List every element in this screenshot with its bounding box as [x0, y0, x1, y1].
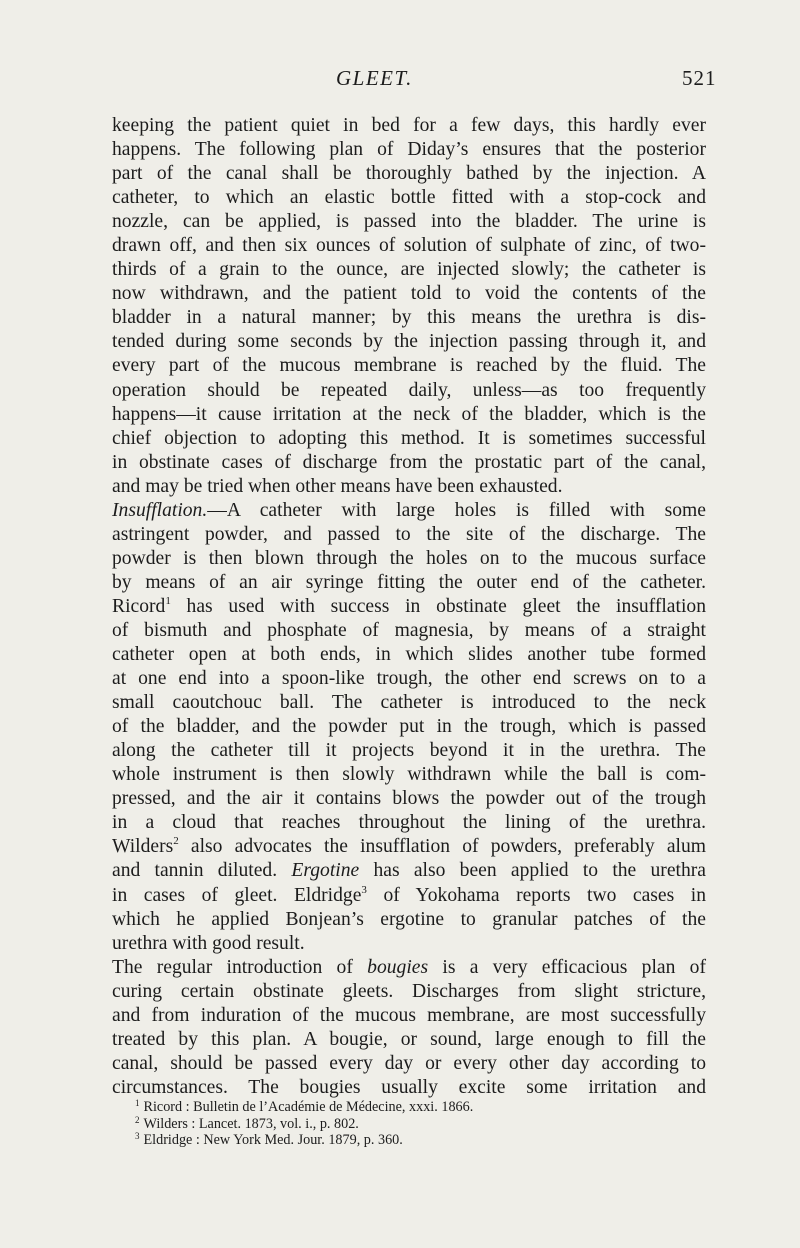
text-line: tended during some seconds by the injection passing through it, and	[112, 331, 706, 353]
text-line: small caoutchouc ball. The catheter is introduced to the neck	[112, 692, 706, 714]
text-line: now withdrawn, and the patient told to void the contents of the	[112, 283, 706, 305]
text-line: which he applied Bonjean’s ergotine to granular patches of the	[112, 908, 706, 930]
body-text	[112, 114, 706, 1100]
footnote	[135, 1099, 695, 1116]
text-line: drawn off, and then six ounces of solution of sulphate of zinc, of two-	[112, 235, 706, 257]
footnotes	[135, 1099, 695, 1149]
text-fragment: —A catheter with large holes is filled with some	[207, 499, 706, 521]
footnote	[135, 1132, 695, 1149]
text-line: pressed, and the air it contains blows the powder out of the trough	[112, 788, 706, 810]
text-line: treated by this plan. A bougie, or sound, large enough to fill the	[112, 1028, 706, 1050]
running-title: GLEET.	[336, 66, 413, 90]
footnote-mark: 1	[135, 1098, 140, 1108]
footnote-ref: 1	[165, 594, 171, 607]
text-line: of bismuth and phosphate of magnesia, by means of a straight	[112, 619, 706, 641]
text-line: by means of an air syringe fitting the outer end of the catheter.	[112, 571, 706, 593]
text-line: astringent powder, and passed to the site of the discharge. The	[112, 523, 706, 545]
italic-term: Ergotine	[291, 860, 360, 882]
italic-term: bougies	[367, 956, 429, 978]
footnote-mark: 3	[135, 1131, 140, 1142]
text-line: catheter open at both ends, in which slides another tube formed	[112, 644, 706, 666]
footnote-ref: 3	[361, 883, 367, 896]
text-line: thirds of a grain to the ounce, are injected slowly; the catheter is	[112, 259, 706, 281]
footnote-text: Ricord : Bulletin de l’Académie de Médecine, xxxi. 1866.	[143, 1099, 474, 1115]
text-fragment: also advocates the insufflation of powders, preferably alum	[178, 836, 706, 858]
text-line: operation should be repeated daily, unless—as too frequently	[112, 379, 706, 401]
text-fragment: Ricord	[112, 595, 166, 617]
text-line: at one end into a spoon-like trough, the other end screws on to a	[112, 668, 706, 690]
footnote-text: Wilders : Lancet. 1873, vol. i., p. 802.	[143, 1115, 359, 1132]
text-line: happens. The following plan of Diday’s ensures that the posterior	[112, 139, 706, 161]
text-line: curing certain obstinate gleets. Discharges from slight stricture,	[112, 980, 706, 1002]
footnote-mark: 2	[135, 1114, 140, 1125]
text-line: nozzle, can be applied, is passed into the bladder. The urine is	[112, 211, 706, 233]
text-line: whole instrument is then slowly withdrawn while the ball is com-	[112, 764, 706, 786]
text-line: circumstances. The bougies usually excite some irritation and	[112, 1076, 706, 1098]
page-number: 521	[682, 66, 717, 90]
text-line: powder is then blown through the holes on to the mucous surface	[112, 547, 706, 569]
text-line	[112, 956, 706, 980]
text-line: in a cloud that reaches throughout the lining of the urethra.	[112, 812, 706, 834]
text-fragment: of Yokohama reports two cases in	[366, 884, 706, 906]
text-line	[112, 499, 706, 523]
text-line	[112, 859, 706, 883]
text-fragment: Wilders	[112, 836, 174, 858]
text-line: chief objection to adopting this method. It is sometimes successful	[112, 427, 706, 449]
text-line: and from induration of the mucous membrane, are most successfully	[112, 1004, 706, 1026]
text-fragment: is a very efficacious plan of	[428, 956, 706, 978]
footnote-ref: 2	[173, 835, 179, 848]
text-line: urethra with good result.	[112, 932, 305, 954]
text-line: canal, should be passed every day or every other day according to	[112, 1052, 706, 1074]
running-head	[0, 66, 800, 96]
footnote-text: Eldridge : New York Med. Jour. 1879, p. 360.	[143, 1132, 403, 1149]
text-fragment: has also been applied to the urethra	[359, 860, 706, 882]
text-fragment: The regular introduction of	[112, 956, 368, 978]
text-line: in obstinate cases of discharge from the prostatic part of the canal,	[112, 451, 706, 473]
text-line: catheter, to which an elastic bottle fitted with a stop-cock and	[112, 187, 706, 209]
text-line	[112, 835, 706, 859]
text-fragment: has used with success in obstinate gleet the insufflation	[170, 595, 706, 617]
text-line: bladder in a natural manner; by this means the urethra is dis-	[112, 307, 706, 329]
text-line: and may be tried when other means have been exhausted.	[112, 475, 563, 497]
text-fragment: and tannin diluted.	[112, 860, 292, 882]
text-line: keeping the patient quiet in bed for a few days, this hardly ever	[112, 115, 706, 136]
text-line: of the bladder, and the powder put in the trough, which is passed	[112, 716, 706, 738]
footnote	[135, 1116, 695, 1133]
text-line: along the catheter till it projects beyond it in the urethra. The	[112, 740, 706, 762]
text-fragment: in cases of gleet. Eldridge	[112, 884, 362, 906]
section-heading-italic: Insufflation.	[112, 499, 208, 521]
text-line	[112, 595, 706, 619]
text-line: every part of the mucous membrane is reached by the fluid. The	[112, 355, 706, 377]
text-line: part of the canal shall be thoroughly bathed by the injection. A	[112, 163, 706, 185]
text-line	[112, 884, 706, 908]
text-line: happens—it cause irritation at the neck of the bladder, which is the	[112, 403, 706, 425]
